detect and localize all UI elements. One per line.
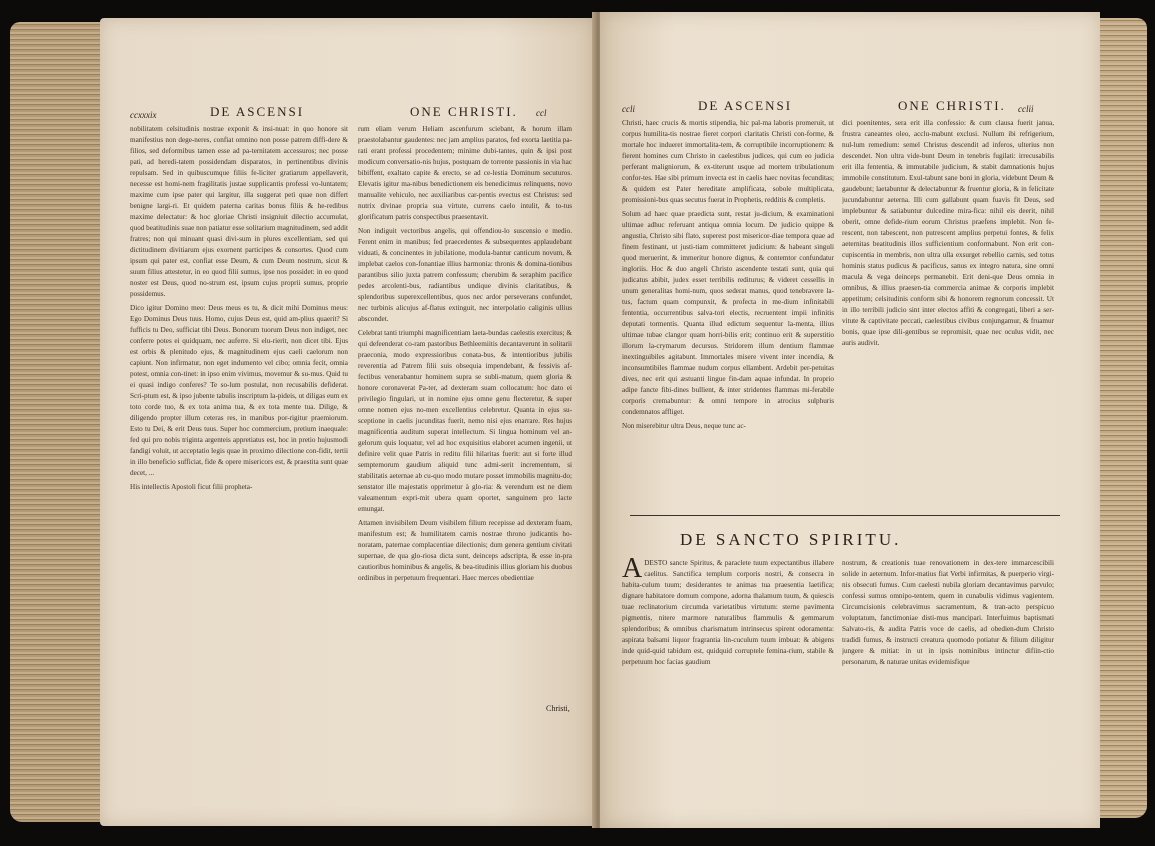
- drop-capital: A: [622, 558, 643, 584]
- paragraph: Non indiguit vectoribus angelis, qui offendiou-lo suscensio e medio. Ferent enim in manibus; fed praecedentes & subsequentes applaudebant viduati, & concinentes in jubilatione, modula-bantur canticum novum, & implebat caelos con-fonantiae illius harmonia: thronis & domina-tionibus parantibus silio juxta patrem confessum; cherubim & seraphim pacifice pedes arcolenti-bus, radiantibus undique divinis claritatibus, & splendoribus superexcellentibus, quos nec ardor perseverans confundet, nec turbinis alicujus af-flatus extinguit, nec interpolatio caliginis ullius abscondet.: [358, 227, 572, 323]
- left-running-head-2: ONE CHRISTI.: [410, 104, 518, 119]
- page-edges-right: [1097, 18, 1147, 818]
- right-running-head-2: ONE CHRISTI.: [898, 98, 1006, 113]
- left-folio: ccxxxix: [130, 110, 157, 120]
- section-column-2: [842, 558, 1054, 708]
- left-page: [100, 18, 595, 826]
- paragraph: Dico igitur Domino meo: Deus meus es tu, & dicit mihi Dominus meus: Ego Dominus Deus tuus. Homo, cujus Deus est, quid am-plius quaerit? Si fufficis tu Deo, sufficiat tibi Deus. Bonorum tuorum Deus non indiget, nec conferre potes ei quidquam, nec auferre. Si elu-rierit, non dicet tibi. Ejus est orbis & plenitudo ejus, & magnitudinem ejus caeli caelorum non capiunt. Non infirmatur, non eget indumento vel cibo; omnia fecit, omnia potest, omnia con-tinet: in ipso enim vivimus, movemur & su-mus. Quid tu ei quasi indigo conferes? Te so-lum postulat, non recusabilis defiderat. Scri-ptum est, & ipso jubente tabulis inscriptum la-pideis, ut diligas eum ex toto corde tuo, & ex tota anima tua, & ex tota mente tua. Dilige, & diligendo propter illum ceteras res, in manibus por-rigitur praemiorum. Esto tu Dei, & erit Deus tuus. Super hoc commercium, pretium inaequale: fed qui pro nobis triginta argenteis appretiatus est, hoc in pretio hujusmodi fandigi voluit, ut acceptatio legis quae in proximo dilectione con-fidit, tertii in illo beneficio sufficiat, fide & opere misericors est, & praestita sunt quae decet, ...: [130, 304, 348, 477]
- paragraph: Christi, haec crucis & mortis stipendia, hic pal-ma laboris promeruit, ut corpus humilita-tis nostrae fieret corpori claritatis Christi con-forme, & mortale hoc indueret immortalita-tem, & corruptibile incorruptionem: & fierent homines cum Christo in caelestibus judices, qui cum eo judicia perferant maligniorum, & ex-titerunt usque ad mortem tribulationum confor-tes. Hae sibi primum invecta est in caelis haec novitas fecunditas; & quidem est Pater hereditate amplificata, sobole multiplicata, promissioni-bus quas secutus fuerat in Prophetis, redditis & completis.: [622, 119, 834, 204]
- left-column-2: [358, 124, 572, 700]
- paragraph: dici poenitentes, sera erit illa confessio: & cum clausa fuerit janua, frustra caneantes oleo, acclu-mabunt exclusi. Nullum ibi refrigerium, nul-lum remedium: semel Christus descendit ad inferos, ulterius non descendet. Non ultra vide-bunt Deum in tenebris fugilati: irrecusabilis erit illa fententia, & immutabile judicium, & stabit damnationis hujus immobile constitutum. Exul-tabunt sane boni in gloria, videbunt Deum & gaudebunt; laetabuntur & delectabuntur & fruentur gloria, & in felicitate jucundabuntur aeterna. Illi cum gallabunt quam fuavis fit Deus, sed implebuntur & satiabuntur dulcedine mira-fica: nihil eis deerit, nihil oberit, omne defide-rium eorum Christus praefens implebit. Non fe-rescent, non tabescent, non putrescent amplius perpetui fontes, & felix aeternitas beatitudinis illos sufficientium conformabunt. Non erit con-cupiscentia in membris, non ultra ulla exsurget rebellio carnis, sed totus hominis status pudicus & pacificus, sanus ex integro natura, sine omni macula & vega deinceps permanebit. Erit deni-que Deus omnia in omnibus, & illius praesen-tia commercia animae & corporis implebit appetitum; celsitudinis conform sibi & honorem regnorum concessit. Ut in illo terribili judicio sint inter electos affiti & congregati, liberi a ser-vitute & captivitate peccati, caelestibus civibus conjungamur, & fruamur bonis, quae ipse dili-gentibus se repromisit, quae nec oculus vidit, nec auris audivit.: [842, 119, 1054, 347]
- right-running-head-1: DE ASCENSI: [698, 98, 793, 113]
- right-folio-right: cclii: [1018, 104, 1034, 114]
- paragraph: rum eliam verum Heliam ascenfurum sciebant, & horum illam praestolabantur gaudentes: nec jam amplius paratos, fed exorta laetitia pa-rati erant professi procedentem; minime dubi-tantes, quin & ipsi post modicum conversatio-nis hujus, postquam de torrente passionis in via hac bibiffent, exaltato capite & erecto, se ad ce-lestia Dominum secuturos. Elevatis igitur ma-nibus benedictionem eis benedicimus relinquens, novo manualite vehiculo, nec auxiliaribus car-pentis evectus est Christus: sed nutrix divinae propria sua virtute, currens caelo intulit, & to-tus glorificatum patris conspectibus praesentavit.: [358, 125, 572, 221]
- left-folio-right: ccl: [536, 108, 547, 118]
- left-running-head-1: DE ASCENSI: [210, 104, 305, 119]
- catchword: Christi,: [546, 704, 570, 713]
- paragraph: His intellectis Apostoli ficut filii propheta-: [130, 483, 253, 491]
- section-text-1: DESTO sancte Spiritus, & paraclete tuum expectantibus illabere caelitus. Sanctifica templum corporis nostri, & consecra in habita-culum tuum; desiderantes te animas tua praesentia laetifica; dignare habitatore domum compone, adorna thalamum tuum, & quiescis tuae reclinatorium circumda varietatibus virtutum: sterne pavimenta pigmentis, nitere marmore naturalibus flammulis & gemmarum splendoribus; & omnibus charismatum intrinsecus spirent odoramenta: aspirata balsami liquor fragrantia lin-cuculum tuum imbuat: & abigens inde quid-quid tabidum est, quidquid corruptele femina-rium, stabile & perpetuum hoc facias gaudium: [622, 559, 834, 666]
- paragraph: nobilitatem celsitudinis nostrae exponit & insi-nuat: in quo honore sit manifestius non dege-neres, confiat omnino non posse patrem diffi-dere & filios, sed deformibus tamen esse ad pa-ternitatem accessuros; nec posse pati, ad heredi-tatem possidendam disparatos, in pertinentibus divinis repulsam. Sed in quibuscumque filiis fe-liciter gratiarum appellaverit, necesse est homi-nem fragilitatis justae supplicantis professi vo-luntatem; maxime cum ipse pater qui largitur, illa suggerat petì quae non differt benigne largi-ri. Et quidem paterna caritas bonus filiis & he-redibus maxime delectatur: & hoc gloriae Christi insigniuit dilectio accumulat, quod beatitudinis suae non patiatur esse solitarium magnitudinem, sed addit fratres; non qui minuant quasi divi-sum in plures excellentiam, sed qui dictitudinem divitiarum ejus exornent participes & consortes. Quod cum ipsum qui pater est, confiat esse Deum, & cum Deum nostrum, sicut & suum filius attestetur, in eo quod filii sumus, ipse nos possidet: in eo quod noster est Deus, quod no-strum est, ipsum cujus proprii sumus, proprie possidemus.: [130, 125, 348, 298]
- paragraph: Celebrat tanti triumphi magnificentiam laeta-bundas caelestis exercitus; & qui defeenderat co-ram pastoribus Bethleemiitis decantaverunt in solitarii praeconia, modo expressioribus conata-bus, & intentioribus jubilis reverentia ad Patrem filii suis obsequia impendebant, & fessivis af-fectibus venerabantur hominem supra se subli-matum, quem gloria & honore coronaverat Pa-ter, ad dexteram suam collocatum: hoc dato ei privilegio fingulari, ut in nomine ejus omne genu flecteretur, & super omne nomen ejus no-men excellentius celebretur. Quanta in ejus su-sceptione in caelis jucunditas fuerit, nemo nisi ejus enarrare. Res hujus magnificentia auditum superat intellectum. Si lingua hominum vel an-gelorum quis loquatur, vel ad hoc exquisitius elaboret acumen ingenii, ut definire velit quae Patris in reditu filii hilaritas fuerit: aut si forte illud semptemorum gaudium aliquid tunc admi-serit incrementum, si stabilitatis aeternae ab cu-quo modo mutare posset immobilis magnitu-do; senstator ille majestatis opprimetur à glo-ria: & verendum est ne diem valeamentum expri-mit ubera quam oportet, sanguinem pro lacte emungat.: [358, 329, 572, 513]
- section-text-2: nostrum, & creationis tuae renovationem in dex-tere immarcescibili solide in aeternum. Infor-matius fiat Verbi infirmitas, & puerperio virgi-nis obsecuti fumus. Cum caelesti nubila gloriam decantavimus parvulo; confessi sumus omnipo-tentem, quem in cunabulis vidimus vagientem. Circumcisionis celebravimus sacramentum, & tran-acto perspicuo voluptatum, fanctimoniae disti-mus mancipari. Interfuimus baptismati Salvato-ris, & audita Patris voce de caelis, ad obedien-dum Christo tradidi fumus, & instructi creatura quomodo potiatur & filium diligitur jungere & mitiat: in ut in ipsis nominibus intinctur difiin-ctio personarum, & naturae unitas evidemisfique: [842, 559, 1054, 666]
- right-page: [600, 12, 1100, 828]
- right-column-1: [622, 118, 834, 510]
- section-column-1: [622, 558, 834, 708]
- paragraph: Non miserebitur ultra Deus, neque tunc ac-: [622, 422, 746, 430]
- right-column-2: [842, 118, 1054, 510]
- paragraph: Solum ad haec quae praedicta sunt, restat ju-dicium, & examinationi ultimae adhuc referuant antiqua omnia locum. De judicio quippe & angustia, Christo sibi flato, superest post misericor-diae tempora quae ad finem festinant, ut justi-tiam committeret judicium: & habeant singuli quod meruerint, & immeritur honore dignus, & contemtor confundatur ingloriis. Hoc & duo angeli Christo ascendente testati sunt, quia qui judicatus abibit, judex esset terribilis rediturus; & videret cessellis in unum generalitas homi-num, quos sederat manus, quod tenebravere la-tus, factum quam compunxit, & profecta in me-dium infinitabili fententia, occurrentibus salva-tori electis, recruentent impii infinitis deputati tormentis. Quanta illud edictum sequentur la-menta, illius ultimae tubae clangor quam horri-bilis erit; continuo erit & superstitio illorum la-crymarum decursus. Stridorem illum dentium flammae inextinguibiles agitabunt. Immortales misere vivent inter incendia, & inconsumtibiles flammae nudum corpus ellambent. Ardebit per-petuitas dives, nec erit qui æstuanti lingue fin-dam aquae infundat. In proprio adipe fancte fibi-dines bullient, & inter stridentes flammas mi-ferabile corporis cremabuntur: & omni tempore in atrocius sulphuris condemnatos affliget.: [622, 210, 834, 416]
- left-column-1: [130, 124, 348, 714]
- section-title: DE SANCTO SPIRITU.: [680, 530, 902, 549]
- right-folio-left: ccli: [622, 104, 635, 114]
- paragraph: Attamen invisibilem Deum visibilem filium recepisse ad dexteram fuam, manifestum est; & humilitatem carnis nostrae throno judicantis ho-noratam, paternae complacentiae dilectionis; dum genera gentium civitati supernae, de qua glo-riosa dicta sunt, deinceps adscripta, & esse in-pra cautioribus hominibus & angelis, & bea-titudinis illius gloriam his duobus ordinibus in perpetuum frequentari. Haec merces obedientiae: [358, 519, 572, 582]
- section-rule-top: [630, 515, 1060, 516]
